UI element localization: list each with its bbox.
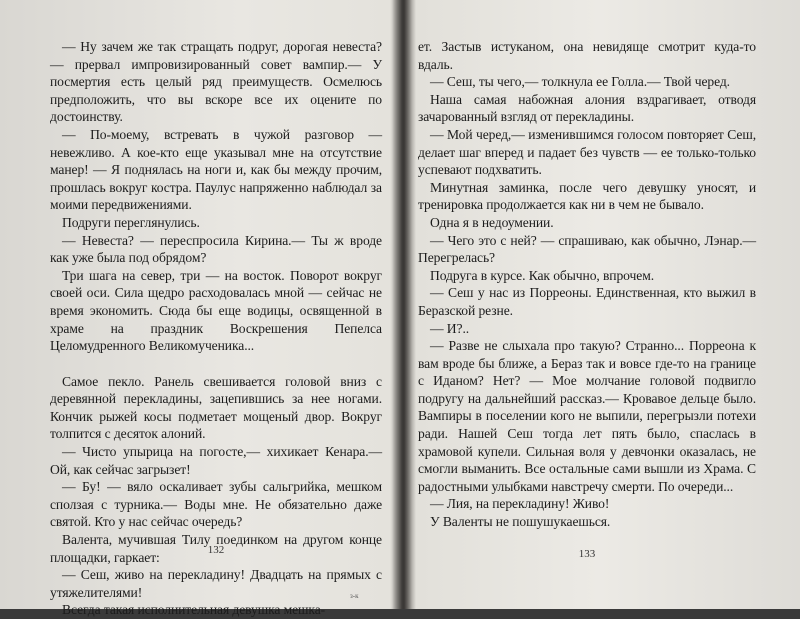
paragraph: Валента, мучившая Тилу поединком на другом конце площадки, гаркает: [50, 532, 382, 565]
paragraph: — Бу! — вяло оскаливает зубы сальгрийка, мешком сползая с турника.— Воды мне. Не обязательно даже святой. Кто у нас сейчас очередь? [50, 479, 382, 530]
paragraph: Наша самая набожная алония вздрагивает, отводя зачарованный взгляд от перекладины. [418, 91, 756, 125]
paragraph: — Лия, на перекладину! Живо! [430, 496, 610, 512]
paragraph: — Разве не слыхала про такую? Странно... Порреона к вам вроде бы ближе, а Бераз так и вовсе где-то на границе с Иданом? Нет? — Мое молчание головой подвигло подругу на дальнейший рассказ.— Кровавое дельце было. Вампиры в поселении кого не выпили, перегрызли потехи ради. Нашей Сеш тогда лет пять было, спаслась в храмовой купели. Сильная воля у девчонки оказалась, не смогли выманить. Все остальные сами вышли из Храма. С радостными улыбками навстречу смерти. По очереди... [418, 338, 756, 494]
paragraph: — Невеста? — переспросила Кирина.— Ты ж вроде как уже была под обрядом? [50, 232, 382, 266]
paragraph: ет. Застыв истуканом, она невидяще смотрит куда-то вдаль. [418, 39, 756, 72]
paragraph: — По-моему, встревать в чужой разговор — невежливо. А кое-кто еще указывал мне на отсутствие манер! — Я поднялась на ноги и, как бы между прочим, прошлась вокруг костра. Паулус напряженно наблюдал за моими передвижениями. [50, 126, 382, 213]
page-number: 133 [578, 548, 596, 560]
right-page [418, 38, 756, 578]
paragraph: — Чего это с ней? — спрашиваю, как обычно, Лэнар.— Перегрелась? [418, 232, 756, 266]
paragraph: — Чисто упырица на погосте,— хихикает Кенара.— Ой, как сейчас загрызет! [50, 444, 382, 477]
paragraph: Подруги переглянулись. [62, 214, 200, 230]
paragraph: Подруга в курсе. Как обычно, впрочем. [430, 267, 654, 283]
paragraph: — Сеш, ты чего,— толкнула ее Голла.— Твой черед. [430, 74, 730, 90]
paragraph: — Мой черед,— изменившимся голосом повторяет Сеш, делает шаг вперед и падает без чувств — ее только-только успевают подхватить. [418, 126, 756, 178]
paragraph: У Валенты не пошушукаешься. [430, 514, 611, 530]
gutter-shadow [390, 0, 412, 609]
paragraph: Всегда такая исполнительная девушка мешка- [62, 602, 326, 618]
paragraph: Самое пекло. Ранель свешивается головой вниз с деревянной перекладины, зацепившись за нее ногами. Кончик рыжей косы подметает мощеный двор. Вокруг толпится с десяток алоний. [50, 373, 382, 442]
paragraph: — И?.. [430, 320, 470, 336]
gutter-mark: з-к [350, 592, 359, 600]
paragraph: — Ну зачем же так стращать подруг, дорогая невеста? — прервал импровизированный совет вампир.— У посмертия есть целый ряд преимуществ. Осмелюсь предположить, что вы вскоре все их оцените по достоинству. [50, 39, 382, 125]
paragraph: Три шага на север, три — на восток. Поворот вокруг своей оси. Сила щедро расходовалась мной — сейчас не время экономить. Сюда бы еще водицы, освященной в храме на праздник Воскрешения Пепелса Целомудренного Великомученика... [50, 267, 382, 354]
paragraph: — Сеш у нас из Порреоны. Единственная, кто выжил в Беразской резне. [418, 285, 756, 318]
paragraph: — Сеш, живо на перекладину! Двадцать на прямых с утяжелителями! [50, 567, 382, 600]
paragraph: Одна я в недоумении. [430, 214, 554, 230]
paragraph: Минутная заминка, после чего девушку уносят, и тренировка продолжается как ни в чем не бывало. [418, 179, 756, 213]
page-number: 132 [207, 544, 225, 556]
section-break [50, 355, 382, 373]
